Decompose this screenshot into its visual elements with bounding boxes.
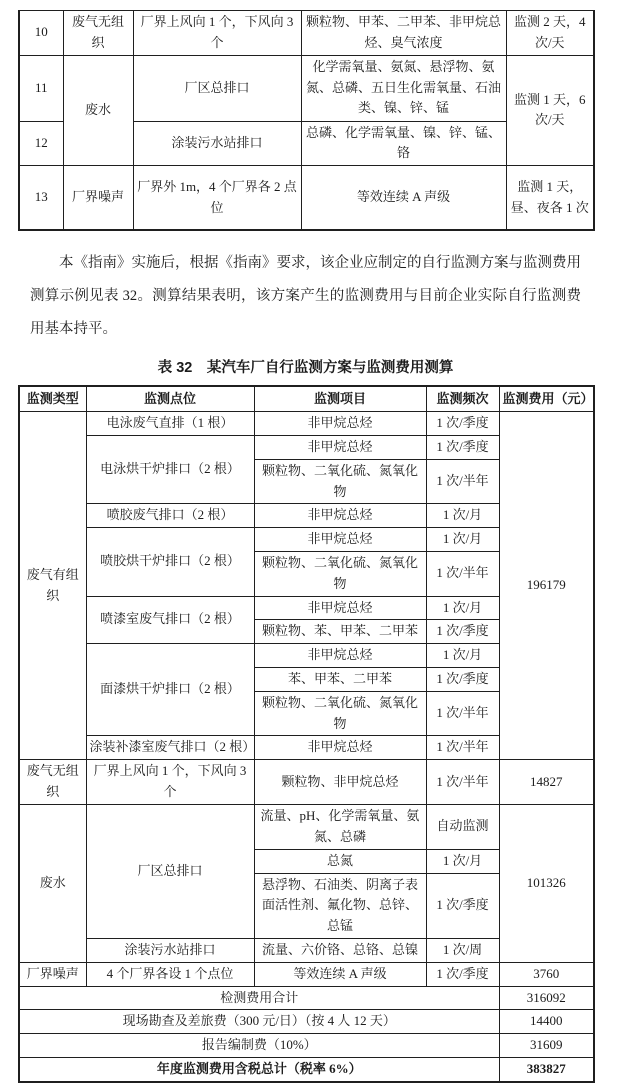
cell-monitor-item: 颗粒物、二氧化硫、氮氧化物 xyxy=(254,459,426,504)
summary-row xyxy=(19,1010,594,1034)
cell-summary-fee: 14400 xyxy=(499,1010,594,1034)
cell-monitor-item: 非甲烷总烃 xyxy=(254,596,426,620)
total-row xyxy=(19,1057,594,1081)
cell-monitor-freq: 1 次/季度 xyxy=(426,412,499,436)
cell-row-number: 10 xyxy=(19,11,63,56)
cell-monitor-point: 涂装补漆室废气排口（2 根） xyxy=(86,736,254,760)
cell-monitor-item: 苯、甲苯、二甲苯 xyxy=(254,667,426,691)
cell-summary-label: 现场勘查及差旅费（300 元/日）（按 4 人 12 天） xyxy=(19,1010,499,1034)
cell-monitor-freq: 1 次/季度 xyxy=(426,667,499,691)
table-32-title: 表 32 某汽车厂自行监测方案与监测费用测算 xyxy=(157,360,454,377)
cell-monitor-type: 废水 xyxy=(63,55,133,166)
cell-monitor-freq: 1 次/季度 xyxy=(426,620,499,644)
cell-monitor-freq: 监测 1 天，6 次/天 xyxy=(506,55,594,166)
cell-summary-fee: 31609 xyxy=(499,1034,594,1058)
cell-monitor-point: 涂装污水站排口 xyxy=(86,938,254,962)
cell-monitor-freq: 1 次/月 xyxy=(426,528,499,552)
cell-monitor-freq: 1 次/半年 xyxy=(426,760,499,805)
cell-monitor-freq: 1 次/月 xyxy=(426,504,499,528)
cell-monitor-items: 颗粒物、甲苯、二甲苯、非甲烷总烃、臭气浓度 xyxy=(301,11,506,56)
table-header-row xyxy=(19,386,594,412)
table-row xyxy=(19,55,594,121)
cell-monitor-fee: 101326 xyxy=(499,804,594,962)
cell-monitor-point: 4 个厂界各设 1 个点位 xyxy=(86,962,254,986)
cell-monitor-freq: 1 次/半年 xyxy=(426,551,499,596)
summary-row xyxy=(19,1034,594,1058)
table-row xyxy=(19,412,594,436)
cell-monitor-type: 厂界噪声 xyxy=(63,166,133,231)
cell-monitor-freq: 监测 2 天，4 次/天 xyxy=(506,11,594,56)
cell-monitor-point: 喷胶废气排口（2 根） xyxy=(86,504,254,528)
cell-monitor-item: 总氮 xyxy=(254,849,426,873)
cell-monitor-fee: 196179 xyxy=(499,412,594,760)
cell-row-number: 12 xyxy=(19,121,63,166)
cell-monitor-freq: 1 次/季度 xyxy=(426,962,499,986)
content-area xyxy=(18,0,593,1083)
cell-monitor-type: 废气无组织 xyxy=(63,11,133,56)
cell-monitor-freq: 1 次/半年 xyxy=(426,736,499,760)
cell-summary-label: 检测费用合计 xyxy=(19,986,499,1010)
cell-monitor-items: 等效连续 A 声级 xyxy=(301,166,506,231)
cell-monitor-item: 流量、pH、化学需氧量、氨氮、总磷 xyxy=(254,804,426,849)
cell-monitor-freq: 1 次/月 xyxy=(426,849,499,873)
cell-monitor-item: 非甲烷总烃 xyxy=(254,412,426,436)
cell-monitor-point: 厂区总排口 xyxy=(86,804,254,938)
header-monitor-fee: 监测费用（元） xyxy=(499,386,594,412)
cell-monitor-items: 化学需氧量、氨氮、悬浮物、氨氮、总磷、五日生化需氧量、石油类、镍、锌、锰 xyxy=(301,55,506,121)
cell-monitor-type: 废水 xyxy=(19,804,86,962)
cell-monitor-freq: 1 次/半年 xyxy=(426,691,499,736)
cell-monitor-fee: 14827 xyxy=(499,760,594,805)
cell-monitor-freq: 1 次/季度 xyxy=(426,435,499,459)
cell-monitor-item: 非甲烷总烃 xyxy=(254,504,426,528)
cell-monitor-freq: 1 次/半年 xyxy=(426,459,499,504)
cell-monitor-point: 电泳废气直排（1 根） xyxy=(86,412,254,436)
cell-monitor-point: 电泳烘干炉排口（2 根） xyxy=(86,435,254,503)
cell-summary-label: 报告编制费（10%） xyxy=(19,1034,499,1058)
cell-monitor-type: 废气有组织 xyxy=(19,412,86,760)
cell-monitor-item: 颗粒物、二氧化硫、氮氧化物 xyxy=(254,551,426,596)
cell-monitor-items: 总磷、化学需氧量、镍、锌、锰、铬 xyxy=(301,121,506,166)
cell-row-number: 11 xyxy=(19,55,63,121)
cell-monitor-item: 颗粒物、苯、甲苯、二甲苯 xyxy=(254,620,426,644)
cell-monitor-point: 厂界外 1m，4 个厂界各 2 点位 xyxy=(133,166,301,231)
header-monitor-type: 监测类型 xyxy=(19,386,86,412)
cell-monitor-item: 悬浮物、石油类、阴离子表面活性剂、氟化物、总锌、总锰 xyxy=(254,873,426,938)
cell-monitor-point: 喷漆室废气排口（2 根） xyxy=(86,596,254,644)
cell-monitor-item: 颗粒物、非甲烷总烃 xyxy=(254,760,426,805)
cell-total-fee: 383827 xyxy=(499,1057,594,1081)
cell-monitor-freq: 1 次/月 xyxy=(426,644,499,668)
cell-monitor-freq: 1 次/月 xyxy=(426,596,499,620)
cell-monitor-type: 厂界噪声 xyxy=(19,962,86,986)
cell-monitor-item: 等效连续 A 声级 xyxy=(254,962,426,986)
continuation-table xyxy=(18,10,595,231)
header-monitor-freq: 监测频次 xyxy=(426,386,499,412)
cell-monitor-freq: 监测 1 天，昼、夜各 1 次 xyxy=(506,166,594,231)
header-monitor-point: 监测点位 xyxy=(86,386,254,412)
cell-monitor-type: 废气无组织 xyxy=(19,760,86,805)
cell-monitor-point: 面漆烘干炉排口（2 根） xyxy=(86,644,254,736)
monitoring-cost-table xyxy=(18,385,595,1083)
cell-monitor-freq: 1 次/季度 xyxy=(426,873,499,938)
cell-monitor-freq: 自动监测 xyxy=(426,804,499,849)
cell-monitor-point: 厂界上风向 1 个，下风向 3 个 xyxy=(133,11,301,56)
cell-monitor-item: 非甲烷总烃 xyxy=(254,435,426,459)
cell-monitor-point: 厂界上风向 1 个，下风向 3 个 xyxy=(86,760,254,805)
cell-monitor-point: 喷胶烘干炉排口（2 根） xyxy=(86,528,254,596)
cell-summary-fee: 316092 xyxy=(499,986,594,1010)
table-row xyxy=(19,962,594,986)
cell-monitor-item: 非甲烷总烃 xyxy=(254,528,426,552)
cell-monitor-item: 流量、六价铬、总铬、总镍 xyxy=(254,938,426,962)
cell-total-label: 年度监测费用含税总计（税率 6%） xyxy=(19,1057,499,1081)
cell-monitor-item: 非甲烷总烃 xyxy=(254,736,426,760)
table-row xyxy=(19,11,594,56)
table-row xyxy=(19,804,594,849)
cell-monitor-freq: 1 次/周 xyxy=(426,938,499,962)
cell-monitor-item: 非甲烷总烃 xyxy=(254,644,426,668)
cell-row-number: 13 xyxy=(19,166,63,231)
cell-monitor-point: 涂装污水站排口 xyxy=(133,121,301,166)
cell-monitor-fee: 3760 xyxy=(499,962,594,986)
body-paragraph: 本《指南》实施后，根据《指南》要求，该企业应制定的自行监测方案与监测费用测算示例见表 32。测算结果表明，该方案产生的监测费用与目前企业实际自行监测费用基本持平。 xyxy=(30,255,581,338)
summary-row xyxy=(19,986,594,1010)
table-row xyxy=(19,760,594,805)
header-monitor-item: 监测项目 xyxy=(254,386,426,412)
table-row xyxy=(19,166,594,231)
cell-monitor-point: 厂区总排口 xyxy=(133,55,301,121)
cell-monitor-item: 颗粒物、二氧化硫、氮氧化物 xyxy=(254,691,426,736)
